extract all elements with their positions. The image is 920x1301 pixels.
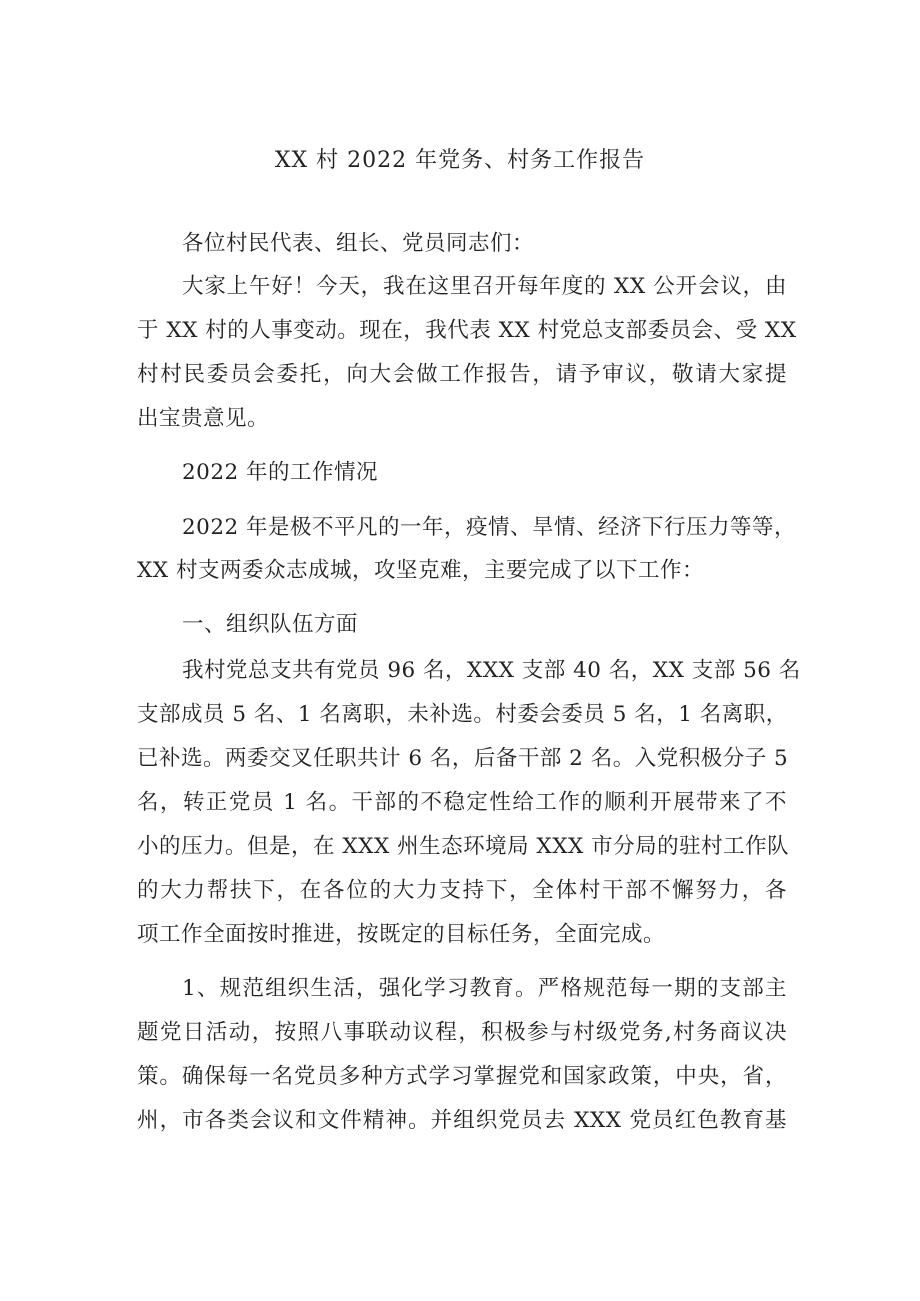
document-title: XX 村 2022 年党务、村务工作报告 [274, 148, 646, 173]
paragraph-line: 项工作全面按时推进，按既定的目标任务，全面完成。 [137, 922, 666, 947]
paragraph-line: 大家上午好！今天，我在这里召开每年度的 XX 公开会议，由 [182, 274, 787, 299]
paragraph-line: 策。确保每一名党员多种方式学习掌握党和国家政策，中央，省， [137, 1064, 787, 1089]
paragraph-line: 村村民委员会委托，向大会做工作报告，请予审议，敬请大家提 [137, 362, 787, 387]
paragraph-line: 出宝贵意见。 [137, 406, 270, 431]
paragraph-line: 于 XX 村的人事变动。现在，我代表 XX 村党总支部委员会、受 XX [137, 318, 797, 343]
salutation-line: 各位村民代表、组长、党员同志们： [182, 231, 535, 256]
paragraph-line: 已补选。两委交叉任职共计 6 名，后备干部 2 名。入党积极分子 5 [137, 746, 789, 771]
paragraph-line: 1、规范组织生活，强化学习教育。严格规范每一期的支部主 [182, 976, 787, 1001]
paragraph-line: XX 村支两委众志成城，攻坚克难，主要完成了以下工作： [137, 558, 704, 583]
paragraph-line: 我村党总支共有党员 96 名，XXX 支部 40 名，XX 支部 56 名 [182, 658, 801, 683]
section-heading: 一、组织队伍方面 [182, 612, 359, 637]
paragraph-line: 2022 年是极不平凡的一年，疫情、旱情、经济下行压力等等， [182, 515, 797, 540]
paragraph-line: 小的压力。但是，在 XXX 州生态环境局 XXX 市分局的驻村工作队 [137, 834, 790, 859]
paragraph-line: 支部成员 5 名、1 名离职，未补选。村委会委员 5 名，1 名离职， [137, 702, 788, 727]
paragraph-line: 的大力帮扶下，在各位的大力支持下，全体村干部不懈努力，各 [137, 878, 787, 903]
paragraph-line: 题党日活动，按照八事联动议程，积极参与村级党务,村务商议决 [137, 1020, 787, 1045]
section-heading: 2022 年的工作情况 [182, 460, 379, 485]
paragraph-line: 名，转正党员 1 名。干部的不稳定性给工作的顺利开展带来了不 [137, 790, 787, 815]
paragraph-line: 州，市各类会议和文件精神。并组织党员去 XXX 党员红色教育基 [137, 1108, 787, 1133]
